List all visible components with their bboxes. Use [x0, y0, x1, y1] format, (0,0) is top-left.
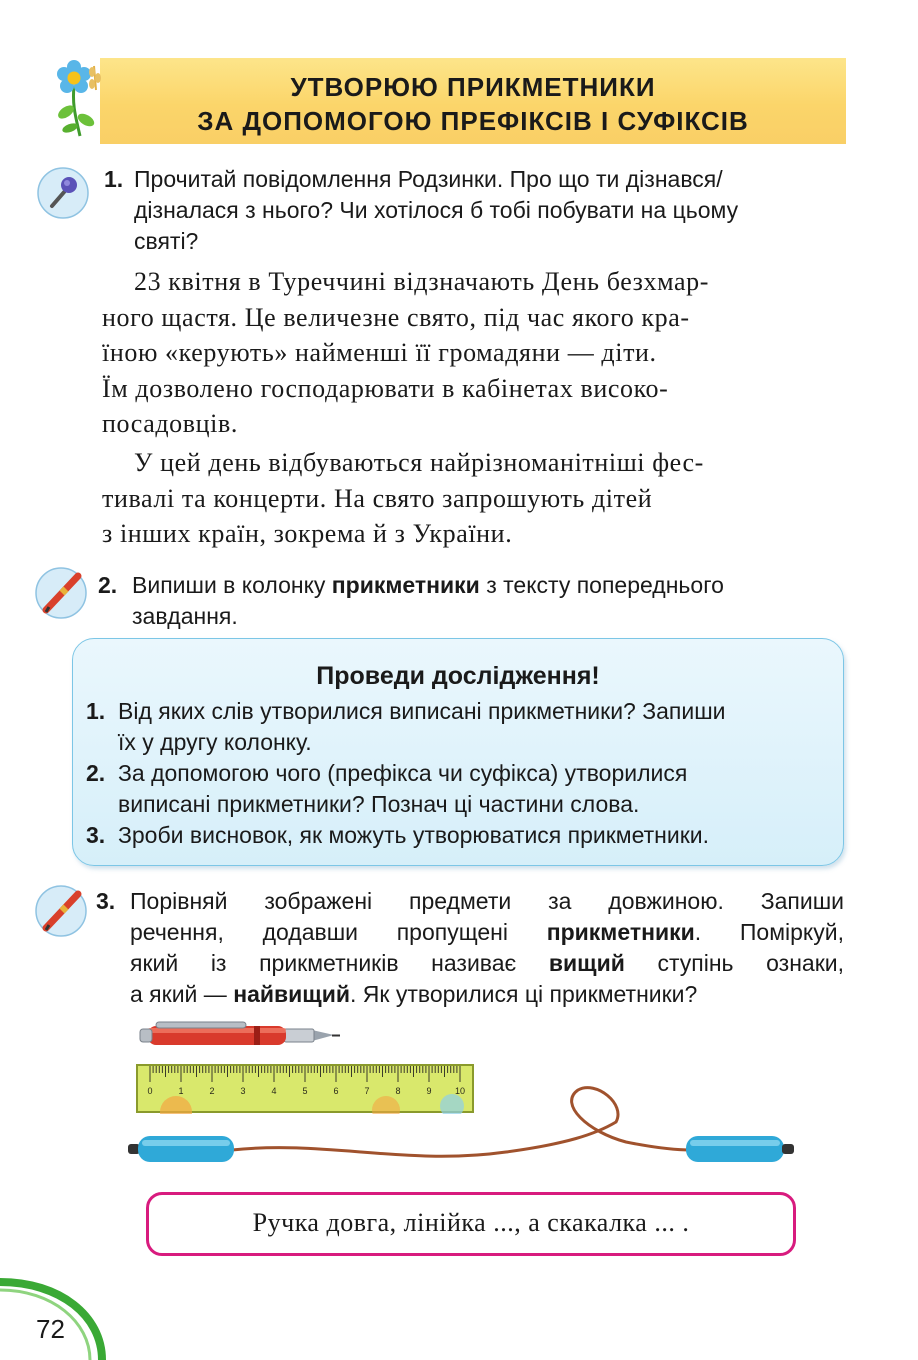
text-line: 23 квітня в Туреччині відзначають День безхмар- — [134, 267, 710, 296]
research-line: їх у другу колонку. — [118, 729, 312, 755]
text-line: з інших країн, зокрема й з України. — [102, 519, 513, 548]
ruler-label: 8 — [395, 1086, 401, 1096]
task-2-text — [132, 570, 846, 632]
ruler-label: 2 — [209, 1086, 215, 1096]
research-item-2 — [118, 758, 834, 820]
task-3-text-part: . Як утворилися ці прикметники? — [349, 981, 698, 1007]
pen-icon — [34, 566, 88, 620]
task-2-text-part: Випиши в колонку — [132, 572, 332, 598]
ruler-label: 3 — [240, 1086, 246, 1096]
task-1-line: Прочитай повідомлення Родзинки. Про що ти дізнався/ — [134, 166, 723, 192]
research-item-number: 1. — [86, 698, 106, 724]
research-line: Зроби висновок, як можуть утворюватися прикметники. — [118, 822, 710, 848]
research-item-number: 2. — [86, 760, 106, 786]
microphone-icon — [36, 166, 90, 220]
task-1-line: дізналася з нього? Чи хотілося б тобі побувати на цьому — [134, 197, 739, 223]
task-3-text-part: який із прикметників називає — [130, 950, 549, 976]
pen-icon — [34, 884, 88, 938]
task-3-text-part: ступінь ознаки, — [624, 950, 844, 976]
ruler-label: 0 — [147, 1086, 153, 1096]
task-3-text-part: . Поміркуй, — [694, 919, 844, 945]
page-title-line1: УТВОРЮЮ ПРИКМЕТНИКИ — [290, 72, 656, 102]
task-2-text-part: з тексту попереднього — [479, 572, 724, 598]
text-line: Їм дозволено господарювати в кабінетах високо- — [102, 373, 669, 403]
research-line: Від яких слів утворилися виписані прикметники? Запиши — [118, 698, 726, 724]
ruler-label: 9 — [426, 1086, 432, 1096]
flower-icon — [46, 56, 108, 138]
task-3-number: 3. — [96, 888, 116, 914]
task-2-line: завдання. — [132, 603, 238, 629]
text-line: посадовців. — [102, 409, 238, 438]
task-3-bold-word: найвищий — [233, 981, 350, 1007]
text-line: У цей день відбуваються найрізноманітніші фес- — [134, 448, 704, 477]
task-1-text — [134, 164, 846, 257]
research-item-3 — [118, 820, 834, 851]
ruler-label: 4 — [271, 1086, 277, 1096]
text-line: ного щастя. Це величезне свято, під час якого кра- — [102, 302, 690, 332]
research-item-number: 3. — [86, 822, 106, 848]
pen-illustration — [134, 1020, 344, 1052]
jump-rope-illustration — [126, 1074, 806, 1174]
ruler-label: 6 — [333, 1086, 339, 1096]
page-number: 72 — [36, 1314, 65, 1344]
research-item-1 — [118, 696, 834, 758]
task-3-text-part: а який — — [130, 981, 234, 1007]
task-3-text-part: речення, додавши пропущені — [130, 919, 547, 945]
task-1-line: святі? — [134, 228, 199, 254]
ruler-label: 1 — [178, 1086, 184, 1096]
task-3-bold-word: вищий — [548, 950, 625, 976]
text-line: їною «керують» найменші її громадяни — діти. — [102, 338, 657, 367]
ruler-label: 10 — [454, 1086, 466, 1096]
research-title: Проведи дослідження! — [316, 662, 600, 690]
task-3-text — [130, 886, 844, 1010]
task-2-bold-word: прикметники — [331, 572, 480, 598]
ruler-label: 7 — [364, 1086, 370, 1096]
answer-sentence: Ручка довга, лінійка ..., а скакалка ... . — [252, 1208, 690, 1237]
ruler-label: 5 — [302, 1086, 308, 1096]
text-paragraph-1 — [102, 264, 844, 442]
task-3-bold-word: прикметники — [546, 919, 695, 945]
task-2-number: 2. — [98, 572, 118, 598]
research-line: За допомогою чого (префікса чи суфікса) утворилися — [118, 760, 688, 786]
task-1-number: 1. — [104, 166, 124, 192]
text-line: тивалі та концерти. На свято запрошують дітей — [102, 483, 653, 513]
text-paragraph-2 — [102, 445, 844, 552]
research-line: виписані прикметники? Познач ці частини слова. — [118, 791, 640, 817]
page-title-line2: ЗА ДОПОМОГОЮ ПРЕФІКСІВ І СУФІКСІВ — [197, 106, 749, 136]
task-3-line: Порівняй зображені предмети за довжиною. Запиши — [130, 888, 844, 914]
